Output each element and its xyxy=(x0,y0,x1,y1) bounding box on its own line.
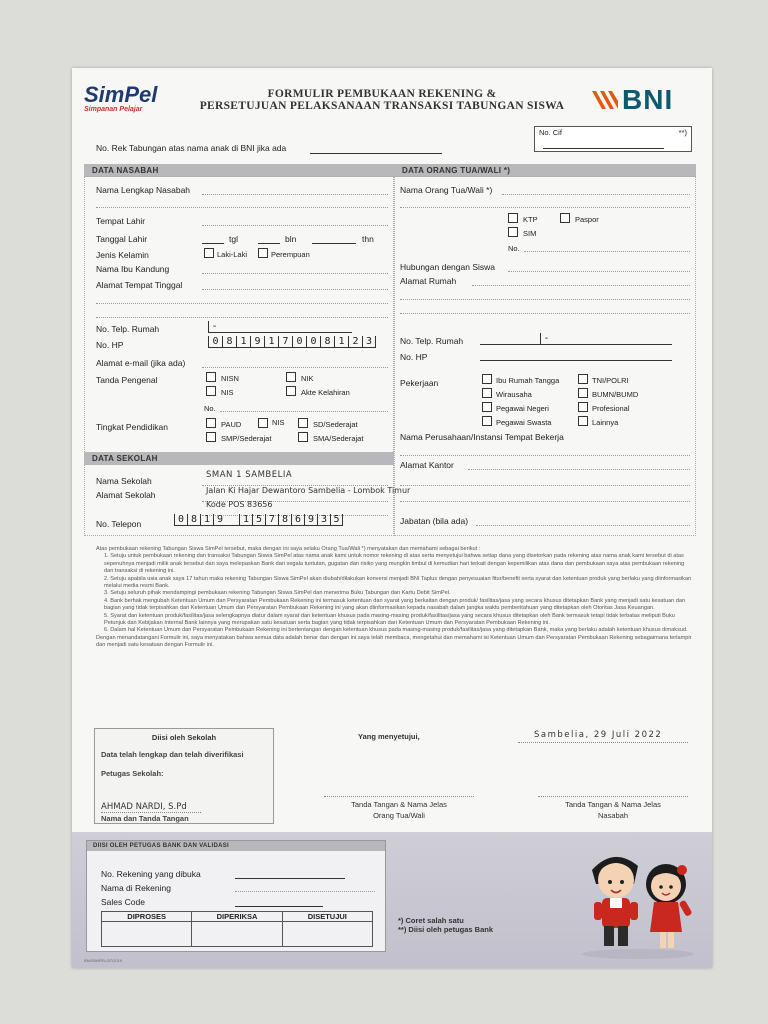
job-label: Ibu Rumah Tangga xyxy=(496,376,560,385)
hp-digit: 3 xyxy=(362,336,376,347)
job-pegawai-negeri-checkbox[interactable] xyxy=(482,402,492,412)
bank-box-header: DIISI OLEH PETUGAS BANK DAN VALIDASI xyxy=(87,841,385,851)
thn-input[interactable] xyxy=(312,232,356,244)
no-cif-input[interactable] xyxy=(543,137,664,149)
ortu-id-no-field[interactable] xyxy=(524,244,690,252)
hubungan-label: Hubungan dengan Siswa xyxy=(400,262,495,272)
no-hp-input[interactable] xyxy=(208,336,376,348)
nisn-label: NISN xyxy=(221,374,239,383)
no-cif-mark: **) xyxy=(678,128,687,137)
kode-pos-value: Kode POS 83656 xyxy=(206,500,273,509)
jabatan-field[interactable] xyxy=(476,518,690,526)
hp-digit: 0 xyxy=(208,336,222,347)
data-nasabah-header: DATA NASABAH xyxy=(84,164,394,177)
agreement-text xyxy=(96,546,692,650)
telp-digit: 6 xyxy=(291,514,304,525)
simpel-logo-subtext: Simpanan Pelajar xyxy=(84,106,143,113)
form-title-line2: PERSETUJUAN PELAKSANAAN TRANSAKSI TABUNGAN SISWA xyxy=(199,100,565,112)
form-page xyxy=(72,68,712,968)
telp-rumah-input[interactable]: - xyxy=(208,321,352,333)
tgl-input[interactable] xyxy=(202,232,224,244)
school-verification-box xyxy=(94,728,274,824)
telp-digit: 3 xyxy=(317,514,330,525)
hp-digit: 1 xyxy=(236,336,250,347)
nik-label: NIK xyxy=(301,374,314,383)
nis-checkbox[interactable] xyxy=(206,386,216,396)
footnote-2: **) Diisi oleh petugas Bank xyxy=(398,925,494,934)
akte-checkbox[interactable] xyxy=(286,386,296,396)
sim-label: SIM xyxy=(523,229,537,238)
job-profesional-checkbox[interactable] xyxy=(578,402,588,412)
ortu-id-no-label: No. xyxy=(508,244,520,253)
hp-digit: 8 xyxy=(222,336,236,347)
telepon-sekolah-input[interactable] xyxy=(174,514,343,526)
sd-checkbox[interactable] xyxy=(298,418,308,428)
nis-label: NIS xyxy=(221,388,234,397)
id-no-field[interactable] xyxy=(220,404,388,412)
telp-digit: 8 xyxy=(278,514,291,525)
telp-digit: 7 xyxy=(265,514,278,525)
alamat-rumah-field[interactable] xyxy=(472,278,690,286)
job-pegawai-swasta-checkbox[interactable] xyxy=(482,416,492,426)
nik-checkbox[interactable] xyxy=(286,372,296,382)
data-ortu-header: DATA ORANG TUA/WALI *) xyxy=(394,164,696,177)
ortu-telp-label: No. Telp. Rumah xyxy=(400,336,464,346)
sales-code-input[interactable] xyxy=(235,895,323,907)
thn-label: thn xyxy=(362,234,374,244)
mascot-boy xyxy=(592,857,638,946)
school-signer-name: AHMAD NARDI, S.Pd xyxy=(101,802,187,812)
no-rek-label: No. Rek Tabungan atas nama anak di BNI jika ada xyxy=(96,143,287,153)
school-sign-label: Nama dan Tanda Tangan xyxy=(101,812,201,823)
bni-logo xyxy=(590,84,673,116)
nisn-checkbox[interactable] xyxy=(206,372,216,382)
nasabah-sign-label-2: Nasabah xyxy=(597,811,629,820)
ortu-sign-label-1: Tanda Tangan & Nama Jelas xyxy=(351,800,447,809)
ibu-kandung-field[interactable] xyxy=(202,266,388,274)
tgl-label: tgl xyxy=(229,234,238,244)
school-box-petugas: Petugas Sekolah: xyxy=(101,769,164,778)
ortu-hp-input[interactable] xyxy=(480,349,672,361)
perusahaan-field[interactable] xyxy=(400,448,690,456)
job-ibu-rumah-tangga-checkbox[interactable] xyxy=(482,374,492,384)
agreement-item: 4. Bank berhak mengubah Ketentuan Umum dan Persyaratan Pembukaan Rekening ini termasuk ketentuan dan syarat yang berkaitan dengan produk/ fasilitas/jasa yang secara khusus ditetapkan Bank yang menjadi satu kesatuan dan bagian yang tidak terpisahkan dari Ketentuan Umum dan Persyaratan Pembukaan Rekening ini yang akan diinformasikan kepada nasabah dalam jangka waktu pemberitahuan yang ditetapkan oleh Otoritas Jasa Keuangan. xyxy=(104,597,686,612)
simpel-logo xyxy=(84,84,157,113)
data-sekolah-header: DATA SEKOLAH xyxy=(84,452,394,465)
agreement-item: 5. Syarat dan ketentuan produk/fasilitas/jasa selengkapnya diatur dalam syarat dan ketentuan khusus pada masing-masing produk/fasilitas/jasa yang secara khusus ditetapkan oleh Bank termasuk tetapi tidak terbatas meliputi Buku Petunjuk dan Kebijakan Internal Bank lainnya yang merupakan satu kesatuan serta bagian yang tidak terpisahkan dari Ketentuan Umum dan Persyaratan Pembukaan Rekening ini. xyxy=(104,612,675,627)
job-lainnya-checkbox[interactable] xyxy=(578,416,588,426)
bank-no-rek-input[interactable] xyxy=(235,867,345,879)
tempat-lahir-label: Tempat Lahir xyxy=(96,216,146,226)
ktp-label: KTP xyxy=(523,215,538,224)
disetujui-cell[interactable] xyxy=(283,912,372,946)
telp-digit: 5 xyxy=(252,514,265,525)
job-label: Pegawai Swasta xyxy=(496,418,552,427)
bank-nama-rek-label: Nama di Rekening xyxy=(101,883,171,893)
pekerjaan-label: Pekerjaan xyxy=(400,378,439,388)
telp-digit: 1 xyxy=(239,514,252,525)
hp-digit: 1 xyxy=(334,336,348,347)
tanggal-lahir-label: Tanggal Lahir xyxy=(96,234,148,244)
hp-digit: 7 xyxy=(278,336,292,347)
alamat-field[interactable] xyxy=(202,282,388,290)
nama-sekolah-label: Nama Sekolah xyxy=(96,476,152,486)
school-box-line1: Data telah lengkap dan telah diverifikasi xyxy=(101,750,244,759)
paud-checkbox[interactable] xyxy=(206,418,216,428)
job-bumn-checkbox[interactable] xyxy=(578,388,588,398)
agreement-closing: Dengan menandatangani Formulir ini, saya menyatakan bahwa semua data adalah benar dan dengan ini saya telah membaca, mengetahui dan memahami isi Ketentuan Umum dan Persyaratan Pembukaan Rekening sebagaimana terlampir dan menjadi satu kesatuan dengan Formulir ini. xyxy=(96,634,692,649)
hp-digit: 8 xyxy=(320,336,334,347)
bank-officer-box xyxy=(86,840,386,952)
telepon-sekolah-label: No. Telepon xyxy=(96,519,142,529)
sd-label: SD/Sederajat xyxy=(313,420,358,429)
telp-digit: 0 xyxy=(174,514,187,525)
agreement-item: 2. Setuju apabila usia anak saya 17 tahun maka rekening Tabungan Siswa SimPel akan diubah/dilakukan konversi menjadi BNI Taplus dengan penyesuaian fitur/benefit serta syarat dan ketentuan produk yang berlaku yang diinformasikan melalui media resmi Bank. xyxy=(104,575,692,590)
telp-digit: 9 xyxy=(213,514,226,525)
ibu-kandung-label: Nama Ibu Kandung xyxy=(96,264,170,274)
telp-digit: 8 xyxy=(187,514,200,525)
approval-table xyxy=(101,911,373,947)
bni-symbol-icon xyxy=(590,87,620,113)
yang-menyetujui-label: Yang menyetujui, xyxy=(358,732,420,741)
diperiksa-cell[interactable] xyxy=(192,912,282,946)
alamat-label: Alamat Tempat Tinggal xyxy=(96,280,183,290)
email-label: Alamat e-mail (jika ada) xyxy=(96,358,186,368)
job-label: Pegawai Negeri xyxy=(496,404,549,413)
ortu-signature-line[interactable] xyxy=(324,796,474,797)
jenis-kelamin-label: Jenis Kelamin xyxy=(96,250,149,260)
bni-logo-text: BNI xyxy=(622,84,674,115)
job-label: Profesional xyxy=(592,404,630,413)
mascot-girl xyxy=(646,864,693,948)
agreement-intro: Atas pembukaan rekening Tabungan Siswa SimPel tersebut, maka dengan ini saya selaku Orang Tua/Wali *) menyatakan dan memahami sebagai berikut : xyxy=(96,546,481,552)
perempuan-label: Perempuan xyxy=(271,250,310,259)
sma-label: SMA/Sederajat xyxy=(313,434,364,443)
paud-label: PAUD xyxy=(221,420,242,429)
tk-label: NIS xyxy=(272,418,285,427)
telp-digit: 5 xyxy=(330,514,343,525)
nama-ortu-field[interactable] xyxy=(502,187,690,195)
ortu-hp-label: No. HP xyxy=(400,352,428,362)
no-cif-label: No. Cif xyxy=(539,128,562,137)
footnotes xyxy=(398,916,493,934)
bln-input[interactable] xyxy=(258,232,280,244)
sales-code-label: Sales Code xyxy=(101,897,145,907)
tanda-pengenal-label: Tanda Pengenal xyxy=(96,375,158,385)
hp-digit: 1 xyxy=(264,336,278,347)
approval-col-header: DIPROSES xyxy=(102,912,191,922)
tempat-lahir-field[interactable] xyxy=(202,218,388,226)
hp-digit: 9 xyxy=(250,336,264,347)
smp-checkbox[interactable] xyxy=(206,432,216,442)
alamat-rumah-label: Alamat Rumah xyxy=(400,276,457,286)
mascot-illustration xyxy=(574,840,702,960)
alamat-kantor-label: Alamat Kantor xyxy=(400,460,454,470)
telp-digit: 9 xyxy=(304,514,317,525)
jabatan-label: Jabatan (bila ada) xyxy=(400,516,469,526)
tingkat-label: Tingkat Pendidikan xyxy=(96,422,168,432)
nama-lengkap-field[interactable] xyxy=(202,187,388,195)
hp-digit: 2 xyxy=(348,336,362,347)
no-cif-box xyxy=(534,126,692,152)
approval-col-header: DIPERIKSA xyxy=(192,912,281,922)
telp-digit: 1 xyxy=(200,514,213,525)
agreement-item: 3. Setuju seluruh pihak mendampingi pembukaan rekening Tabungan Siswa SimPel dan menerima Buku Tabungan dan Kartu Debit SimPel. xyxy=(104,590,451,597)
paspor-checkbox[interactable] xyxy=(560,213,570,223)
no-rek-input[interactable] xyxy=(310,142,442,154)
laki-label: Laki-Laki xyxy=(217,250,248,259)
alamat-sekolah-label: Alamat Sekolah xyxy=(96,490,156,500)
job-wirausaha-checkbox[interactable] xyxy=(482,388,492,398)
ortu-telp-input[interactable]: - xyxy=(480,333,672,345)
bln-label: bln xyxy=(285,234,297,244)
nasabah-signature-line[interactable] xyxy=(538,796,688,797)
perusahaan-label: Nama Perusahaan/Instansi Tempat Bekerja xyxy=(400,432,564,442)
bank-nama-rek-field[interactable] xyxy=(235,884,375,892)
alamat-kantor-field[interactable] xyxy=(468,462,690,470)
akte-label: Akte Kelahiran xyxy=(301,388,350,397)
agreement-item: 6. Dalam hal Ketentuan Umum dan Persyaratan Pembukaan Rekening ini bertentangan dengan ketentuan khusus pada masing-masing produk/fasilitas/jasa yang ditetapkan Bank, maka yang berlaku adalah ketentuan khusus dimaksud. xyxy=(104,627,688,634)
perempuan-checkbox[interactable] xyxy=(258,248,268,258)
ortu-sign-label-2: Orang Tua/Wali xyxy=(373,811,425,820)
alamat-sekolah-value: Jalan Ki Hajar Dewantoro Sambelia - Lombok Timur xyxy=(206,486,411,495)
ktp-checkbox[interactable] xyxy=(508,213,518,223)
form-title-line1: FORMULIR PEMBUKAAN REKENING & xyxy=(267,88,497,100)
sma-checkbox[interactable] xyxy=(298,432,308,442)
nama-ortu-label: Nama Orang Tua/Wali *) xyxy=(400,185,493,195)
job-label: BUMN/BUMD xyxy=(592,390,639,399)
tk-checkbox[interactable] xyxy=(258,418,268,428)
school-box-title: Diisi oleh Sekolah xyxy=(151,733,217,742)
job-label: Lainnya xyxy=(592,418,619,427)
hp-digit: 0 xyxy=(292,336,306,347)
approval-col-header: DISETUJUI xyxy=(283,912,372,922)
smp-label: SMP/Sederajat xyxy=(221,434,272,443)
agreement-item: 1. Setuju untuk pembukaan rekening dan transaksi Tabungan Siswa SimPel atas nama anak kami untuk nomor rekening di atas serta menyetujui bahwa setiap dana yang disetorkan pada rekening atas nama anak kami tersebut di atas sepenuhnya menjadi milik anak tersebut dan saya melepaskan Bank dari segala tuntutan, gugatan dan risiko yang mungkin timbul di kemudian hari terkait dengan kepemilikan atas dana dan pembukaan saya atas pembukaan rekening dan transaksi di rekening ini. xyxy=(104,553,685,575)
nama-lengkap-label: Nama Lengkap Nasabah xyxy=(96,185,191,195)
hubungan-field[interactable] xyxy=(508,264,690,272)
job-label: TNI/POLRI xyxy=(592,376,629,385)
no-hp-label: No. HP xyxy=(96,340,124,350)
form-title xyxy=(192,88,572,112)
id-no-label: No. xyxy=(204,404,216,413)
diproses-cell[interactable] xyxy=(102,912,192,946)
simpel-logo-text: SimPel xyxy=(84,82,158,107)
job-tni-polri-checkbox[interactable] xyxy=(578,374,588,384)
nama-sekolah-value: SMAN 1 SAMBELIA xyxy=(206,470,293,480)
telp-rumah-label: No. Telp. Rumah xyxy=(96,324,160,334)
footnote-1: *) Coret salah satu xyxy=(398,916,464,925)
nasabah-sign-label-1: Tanda Tangan & Nama Jelas xyxy=(565,800,661,809)
email-field[interactable] xyxy=(202,360,388,368)
job-label: Wirausaha xyxy=(496,390,532,399)
bank-no-rek-label: No. Rekening yang dibuka xyxy=(101,869,201,879)
paspor-label: Paspor xyxy=(575,215,599,224)
laki-checkbox[interactable] xyxy=(204,248,214,258)
hp-digit: 0 xyxy=(306,336,320,347)
footer-code: BNI/SIMPEL/07/2019 xyxy=(84,958,123,963)
sim-checkbox[interactable] xyxy=(508,227,518,237)
place-date: Sambelia, 29 Juli 2022 xyxy=(534,730,663,740)
